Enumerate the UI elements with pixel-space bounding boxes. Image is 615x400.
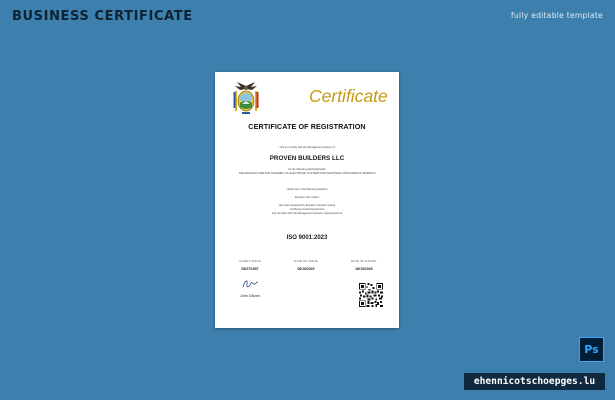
photoshop-icon: Ps <box>579 337 604 362</box>
page-title: BUSINESS CERTIFICATE <box>12 9 193 24</box>
scope-intro: for the following activity/activities <box>288 168 326 171</box>
date-label: DATE OF ISSUE <box>294 259 318 263</box>
coat-of-arms-icon <box>232 82 260 116</box>
intro-text: This is to certify that the Management System of <box>279 146 335 149</box>
certificate-document <box>215 72 399 328</box>
date-value: 05/27/1997 <box>241 267 259 271</box>
iso-standard: ISO 9001:2023 <box>286 235 328 241</box>
assessment-line-1: Has been assessed by Ecuador computer testing <box>278 204 336 207</box>
scope-text: THE MANUFACTURE AND ASSEMBLY OF ELECTRONIC SYSTEMS FOR INDUSTRIAL AND DOMESTIC MARKETS <box>238 171 376 175</box>
date-label: DATE OF EXPIRY <box>351 259 377 263</box>
date-label: CLIENT SINCE <box>239 259 261 263</box>
registration-title: CERTIFICATE OF REGISTRATION <box>248 122 366 131</box>
location-intro: carried out in the following locations <box>286 188 328 191</box>
location-text: Ecuador, San Isidoro <box>294 196 320 199</box>
signer-name: John Citizen <box>240 294 260 298</box>
client-since-column <box>225 259 275 271</box>
page-subtitle: fully editable template <box>511 11 603 20</box>
expiry-date-column <box>339 259 389 271</box>
assessment-line-2: Certifying Control Department <box>289 208 325 211</box>
company-name: PROVEN BUILDERS LLC <box>269 155 345 162</box>
date-value: 06/15/2025 <box>355 267 373 271</box>
assessment-line-3: and complies with the Management Systems requirements of <box>271 212 343 215</box>
date-value: 06/16/2023 <box>297 267 315 271</box>
signature-icon <box>240 278 260 290</box>
website-badge: ehennicotschoepges.lu <box>464 373 605 390</box>
issue-date-column <box>281 259 331 271</box>
certificate-heading: Certificate <box>309 86 388 106</box>
qr-code-icon <box>359 283 383 307</box>
